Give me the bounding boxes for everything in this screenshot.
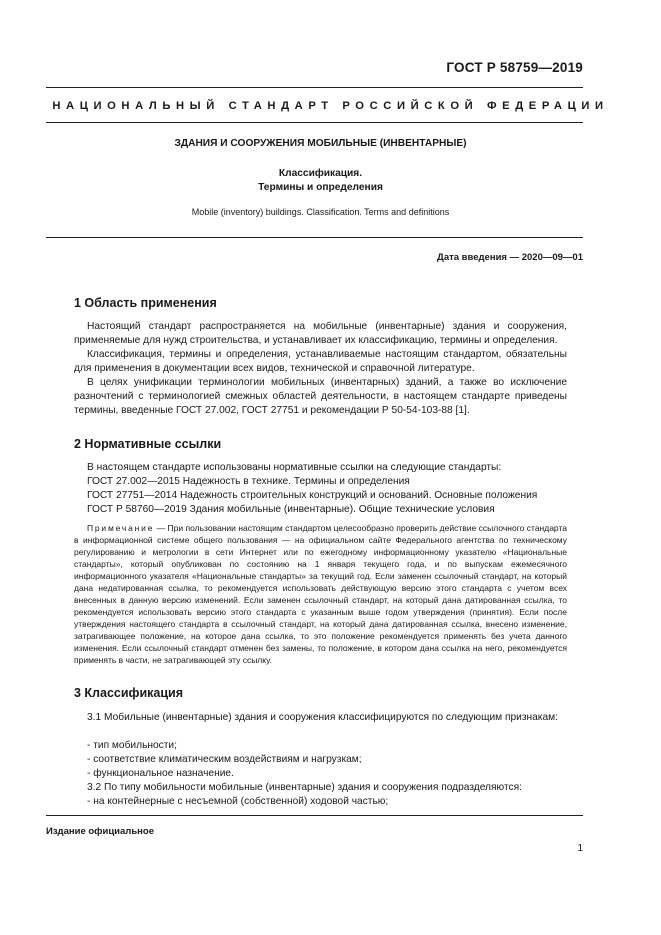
title-rule [46,237,583,238]
reference-item: ГОСТ 27.002—2015 Надежность в технике. Термины и определения [87,476,410,487]
national-standard-heading: НАЦИОНАЛЬНЫЙ СТАНДАРТ РОССИЙСКОЙ ФЕДЕРАЦИИ [52,100,609,112]
paragraph: В целях унификации терминологии мобильных (инвентарных) зданий, а также во исключение разночтений с терминологией смежных областей деятельности, в настоящем стандарте приведены термины, введенные ГОСТ 27.002, ГОСТ 27751 и рекомендации Р 50-54-103-88 [1]. [74,377,567,416]
document-subtitle [74,167,567,195]
list-item: - на контейнерные с несъемной (собственной) ходовой частью; [87,796,389,807]
list-item: - соответствие климатическим воздействиям и нагрузкам; [87,754,362,765]
subtitle-line-2: Термины и определения [258,182,383,193]
document-code: ГОСТ Р 58759—2019 [446,60,583,75]
heading-rule [46,122,583,123]
footer-rule [46,815,583,816]
section-3-heading: 3 Классификация [74,686,184,700]
page-number: 1 [577,843,583,854]
section-1-heading: 1 Область применения [74,296,217,310]
references-note [74,522,567,666]
list-item: - функциональное назначение. [87,768,234,779]
english-title: Mobile (inventory) buildings. Classification. Terms and definitions [191,207,450,217]
paragraph: 3.2 По типу мобильности мобильные (инвентарные) здания и сооружения подразделяются: [87,782,522,793]
normative-references [74,461,567,517]
classification-list [74,739,567,809]
note-label: Примечание [87,523,155,533]
reference-item: ГОСТ 27751—2014 Надежность строительных конструкций и оснований. Основные положения [87,490,538,501]
subtitle-line-1: Классификация. [278,168,363,179]
paragraph: 3.1 Мобильные (инвентарные) здания и сооружения классифицируются по следующим признакам: [87,712,558,723]
paragraph: Настоящий стандарт распространяется на мобильные (инвентарные) здания и сооружения, применяемые для нужд строительства, и устанавливает их классификацию, термины и определения. [74,321,567,346]
references-intro: В настоящем стандарте использованы нормативные ссылки на следующие стандарты: [87,462,502,473]
top-rule [46,87,583,88]
paragraph: Классификация, термины и определения, устанавливаемые настоящим стандартом, обязательны для применения в документации всех видов, технической и справочной литературе. [74,349,567,374]
introduction-date: Дата введения — 2020—09—01 [437,252,583,263]
official-edition-label: Издание официальное [46,826,154,837]
section-1-body [74,320,567,418]
section-2-heading: 2 Нормативные ссылки [74,437,222,451]
note-text: — При пользовании настоящим стандартом целесообразно проверить действие ссылочного стандарта в информационной системе общего пользования — на официальном сайте Федерального агентства по техническому регулированию и метрологии в сети Интернет или по ежегодному информационному указателю «Национальные стандарты», который опубликован по состоянию на 1 января текущего года, и по выпускам ежемесячного информационного указателя «Национальные стандарты» за текущий год. Если заменен ссылочный стандарт, на который дана недатированная ссылка, то рекомендуется использовать действующую версию этого стандарта с учетом всех внесенных в данную версию изменений. Если заменен ссылочный стандарт, на который дана датированная ссылка, то рекомендуется использовать версию этого стандарта с указанным выше годом утверждения (принятия). Если после утверждения настоящего стандарта в ссылочный стандарт, на который дана датированная ссылка, внесено изменение, затрагивающее положение, на которое дана ссылка, то это положение рекомендуется применять без учета данного изменения. Если ссылочный стандарт отменен без замены, то положение, в котором дана ссылка на него, рекомендуется применять в части, не затрагивающей эту ссылку. [74,523,567,665]
reference-item: ГОСТ Р 58760—2019 Здания мобильные (инвентарные). Общие технические условия [87,504,495,515]
document-title: ЗДАНИЯ И СООРУЖЕНИЯ МОБИЛЬНЫЕ (ИНВЕНТАРНЫЕ) [174,138,467,149]
list-item: - тип мобильности; [87,740,177,751]
section-3-body [74,711,567,725]
